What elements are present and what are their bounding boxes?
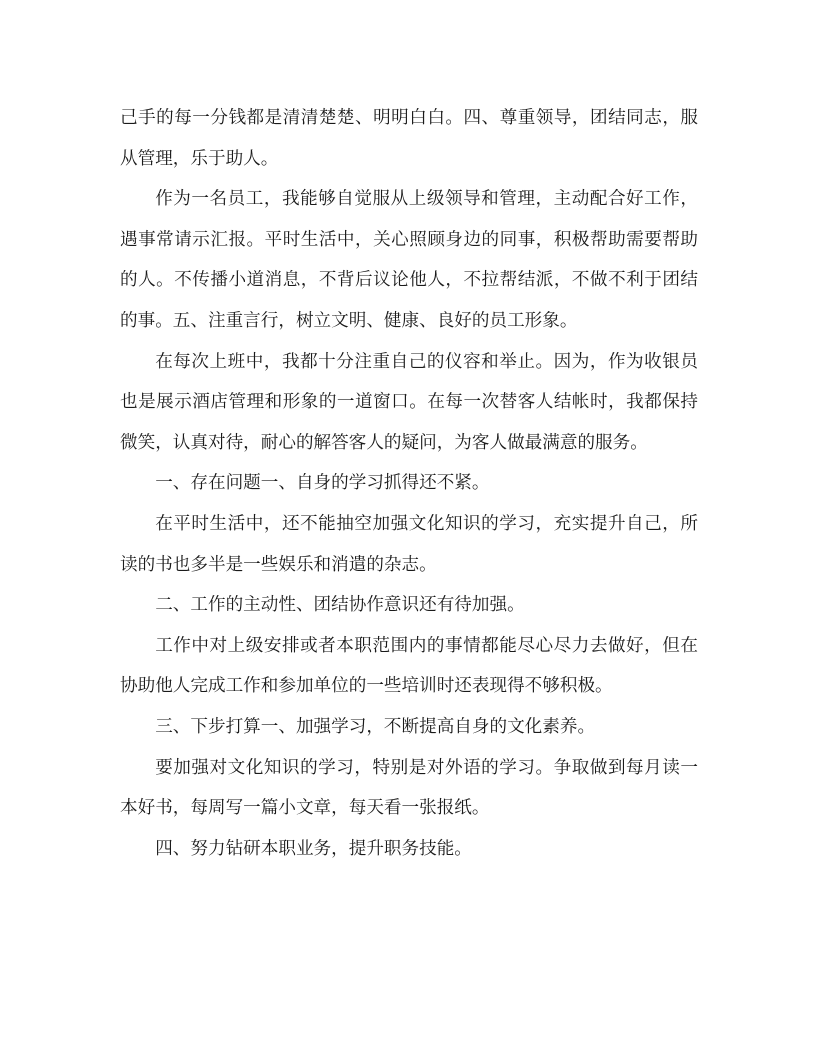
paragraph: 工作中对上级安排或者本职范围内的事情都能尽心尽力去做好，但在协助他人完成工作和参加单位的一些培训时还表现得不够积极。 <box>120 635 698 697</box>
section-heading: 一、存在问题一、自身的学习抓得还不紧。 <box>155 473 490 494</box>
paragraph-continuation: 己手的每一分钱都是清清楚楚、明明白白。四、尊重领导，团结同志，服从管理，乐于助人。 <box>120 108 698 169</box>
section-heading: 二、工作的主动性、团结协作意识还有待加强。 <box>155 595 525 616</box>
section-heading: 四、努力钻研本职业务，提升职务技能。 <box>155 838 472 859</box>
paragraph: 在平时生活中，还不能抽空加强文化知识的学习，充实提升自己，所读的书也多半是一些娱乐和消遣的杂志。 <box>120 513 698 575</box>
paragraph: 作为一名员工，我能够自觉服从上级领导和管理，主动配合好工作，遇事常请示汇报。平时生活中，关心照顾身边的同事，积极帮助需要帮助的人。不传播小道消息，不背后议论他人，不拉帮结派，不做不利于团结的事。五、注重言行，树立文明、健康、良好的员工形象。 <box>120 189 698 331</box>
paragraph: 要加强对文化知识的学习，特别是对外语的学习。争取做到每月读一本好书，每周写一篇小文章，每天看一张报纸。 <box>120 757 698 819</box>
paragraph: 在每次上班中，我都十分注重自己的仪容和举止。因为，作为收银员也是展示酒店管理和形象的一道窗口。在每一次替客人结帐时，我都保持微笑，认真对待，耐心的解答客人的疑问，为客人做最满意的服务。 <box>120 351 698 453</box>
document-body <box>120 98 698 869</box>
section-heading: 三、下步打算一、加强学习，不断提高自身的文化素养。 <box>155 716 596 737</box>
